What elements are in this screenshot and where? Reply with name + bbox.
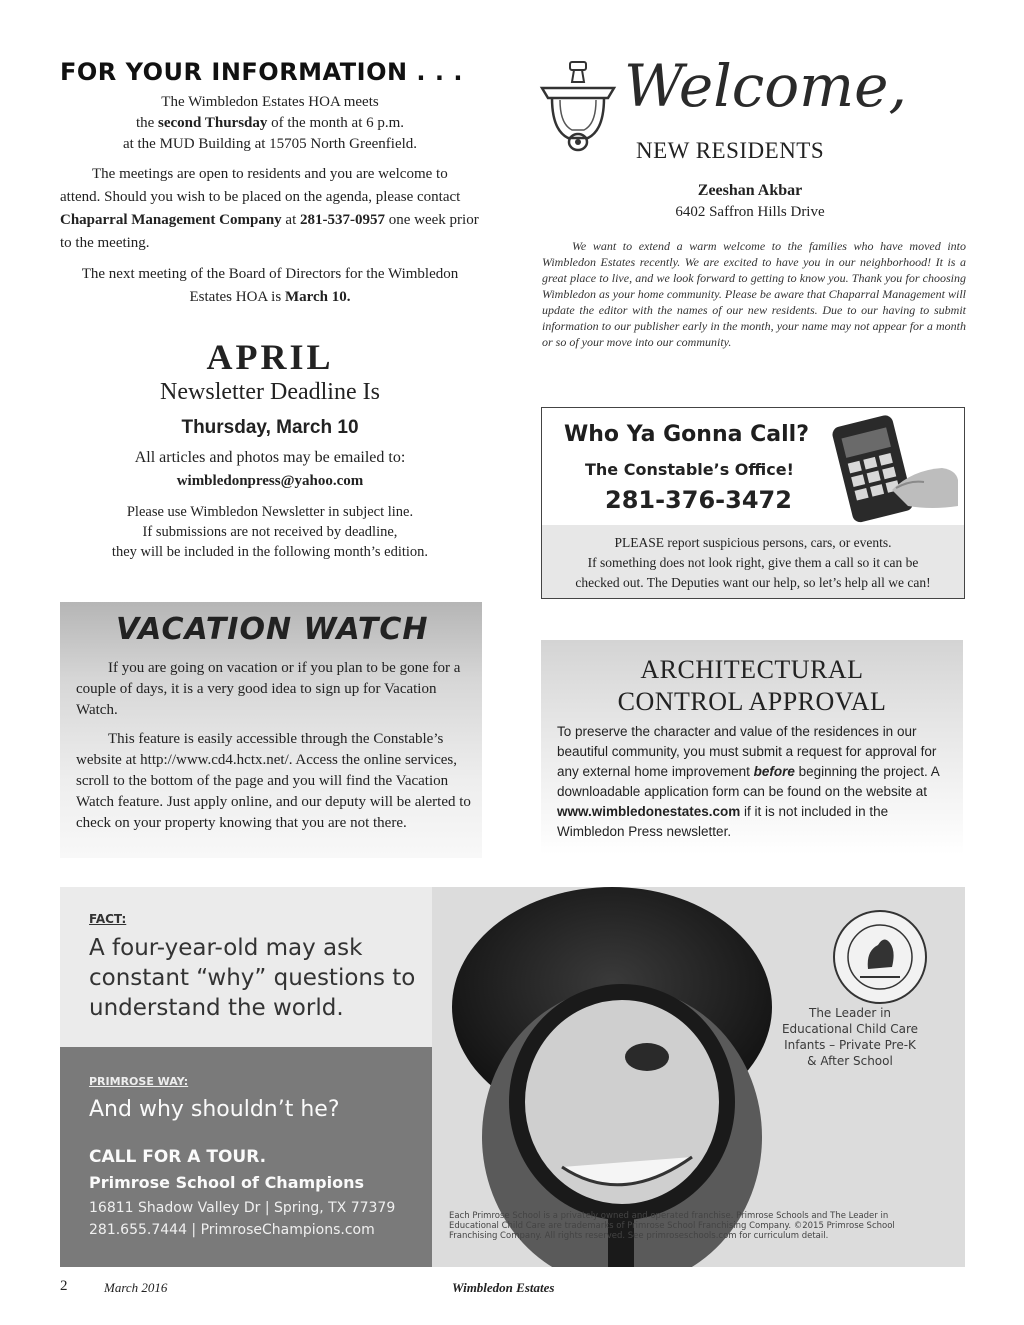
phone-keypad-icon — [832, 410, 960, 524]
architectural-heading-line-1: ARCHITECTURAL — [640, 655, 864, 684]
primrose-logo-icon — [830, 907, 930, 1007]
april-deadline-section — [60, 337, 480, 562]
ad-photo-panel — [432, 887, 965, 1267]
vacation-paragraph-2: This feature is easily accessible through the Constable’s website at http://www.cd4.hctx.net/. Access the online services, scroll to the bottom of the page and you will find the Vacation Watch feature. Just apply online, and our deputy will be alerted to check on your property knowing that you are not there. — [76, 731, 471, 831]
arch-website-link[interactable]: www.wimbledonestates.com — [557, 804, 741, 819]
ad-leader-line-4: & After School — [807, 1054, 893, 1068]
vacation-watch-body — [76, 658, 471, 842]
door-knocker-icon — [538, 60, 618, 160]
vacation-paragraph-1: If you are going on vacation or if you plan to be gone for a couple of days, it is a very good idea to sign up for Vacation Watch. — [76, 660, 461, 718]
welcome-section — [530, 52, 970, 372]
architectural-body — [557, 722, 953, 842]
arch-body-c: if it is not included in the Wimbledon Press newsletter. — [557, 804, 889, 839]
footer-date: March 2016 — [104, 1280, 168, 1295]
fyi-phone: 281-537-0957 — [300, 212, 385, 228]
ad-primrose-way-label: PRIMROSE WAY: — [89, 1075, 189, 1088]
fyi-next-meeting-date: March 10. — [284, 289, 351, 305]
fyi-second-thursday: second Thursday — [158, 115, 268, 131]
fyi-para2-a: The next meeting of the Board of Directors for the Wimbledon Estates HOA is — [81, 266, 459, 305]
fyi-meeting-line-2 — [60, 113, 480, 134]
ad-call-to-action: CALL FOR A TOUR. — [89, 1147, 267, 1167]
primrose-advertisement — [60, 887, 965, 1267]
ad-leader-line-2: Educational Child Care — [781, 1022, 919, 1036]
footer-page-number: 2 — [60, 1278, 68, 1294]
fyi-paragraph-2 — [60, 263, 480, 309]
resident-address: 6402 Saffron Hills Drive — [675, 204, 825, 220]
fyi-para1-b: one week prior to the meeting. — [60, 212, 479, 251]
constable-box — [541, 407, 965, 599]
april-email-intro: All articles and photos may be emailed to: — [134, 449, 406, 466]
architectural-heading-line-2: CONTROL APPROVAL — [617, 687, 887, 716]
constable-line-2: If something does not look right, give them a call so it can be — [587, 555, 919, 570]
ad-fact-label: FACT: — [89, 912, 127, 926]
ad-legal-text: Each Primrose School is a privately owned and operated franchise. Primrose Schools and The Leader in Educational Child Care are trademarks of Primrose School Franchising Company. ©2015 Primrose School Franchising Company. All rights reserved. See primroseschools.com for curriculum detail. — [449, 1211, 895, 1241]
constable-phone[interactable]: 281-376-3472 — [605, 486, 792, 514]
april-note-1: Please use Wimbledon Newsletter in subject line. — [126, 504, 414, 520]
architectural-heading — [541, 654, 963, 718]
footer-publication: Wimbledon Estates — [452, 1280, 555, 1295]
april-deadline-date: Thursday, March 10 — [181, 417, 359, 438]
april-email-address[interactable]: wimbledonpress@yahoo.com — [176, 473, 364, 489]
fyi-meeting-line-3: at the MUD Building at 15705 North Greenfield. — [122, 136, 418, 152]
arch-body-a: To preserve the character and value of the residences in our beautiful community, you must submit a request for approval for any external home improvement — [557, 724, 937, 779]
ad-fact-text: A four-year-old may ask constant “why” questions to understand the world. — [89, 935, 416, 1021]
april-heading: APRIL — [206, 337, 334, 377]
fyi-heading: FOR YOUR INFORMATION . . . — [60, 58, 463, 86]
fyi-section — [60, 58, 480, 309]
resident-name: Zeeshan Akbar — [697, 182, 803, 199]
fyi-para1-a: The meetings are open to residents and you are welcome to attend. Should you wish to be placed on the agenda, please contact — [60, 166, 461, 205]
vacation-watch-box — [60, 602, 482, 858]
april-note-2: If submissions are not received by deadline, — [142, 524, 398, 540]
ad-primrose-way-text: And why shouldn’t he? — [89, 1097, 340, 1122]
constable-line-3: checked out. The Deputies want our help, so let’s help all we can! — [575, 575, 931, 590]
constable-office: The Constable’s Office! — [585, 460, 794, 479]
fyi-para1-at: at — [281, 212, 300, 228]
fyi-line2-post: of the month at 6 p.m. — [267, 115, 405, 131]
architectural-control-box — [541, 640, 963, 855]
constable-message-band — [542, 525, 964, 598]
fyi-company: Chaparral Management Company — [60, 212, 282, 228]
new-residents-heading: NEW RESIDENTS — [636, 138, 825, 163]
ad-school-name: Primrose School of Champions — [89, 1173, 365, 1192]
arch-before-emphasis: before — [753, 764, 795, 779]
ad-phone-website[interactable]: 281.655.7444 | PrimroseChampions.com — [89, 1222, 375, 1238]
constable-line-1: PLEASE report suspicious persons, cars, or events. — [614, 535, 892, 550]
ad-leader-tagline — [760, 1005, 940, 1069]
vacation-watch-heading: VACATION WATCH — [116, 612, 429, 647]
fyi-line2-pre: the — [135, 115, 159, 131]
arch-body-b: beginning the project. A downloadable application form can be found on the website at — [557, 764, 939, 799]
fyi-paragraph-1 — [60, 163, 480, 255]
ad-leader-line-3: Infants – Private Pre-K — [784, 1038, 916, 1052]
constable-heading: Who Ya Gonna Call? — [564, 422, 809, 447]
ad-address: 16811 Shadow Valley Dr | Spring, TX 77379 — [89, 1200, 396, 1216]
welcome-message: We want to extend a warm welcome to the families who have moved into Wimbledon Estates recently. We are excited to have you in our neighborhood! It is a great place to live, and we look forward to getting to know you. Thank you for choosing Wimbledon as your home community. Please be aware that Chaparral Management will update the editor with the names of our new residents. Due to our having to submit information to our publisher early in the month, your name may not appear for a month or so of your move into our community. — [542, 239, 966, 349]
april-subheading: Newsletter Deadline Is — [160, 379, 380, 405]
april-note-3: they will be included in the following month’s edition. — [111, 544, 429, 560]
welcome-script-title: Welcome, — [624, 52, 907, 120]
ad-leader-line-1: The Leader in — [808, 1006, 892, 1020]
fyi-meeting-line-1: The Wimbledon Estates HOA meets — [161, 94, 379, 110]
